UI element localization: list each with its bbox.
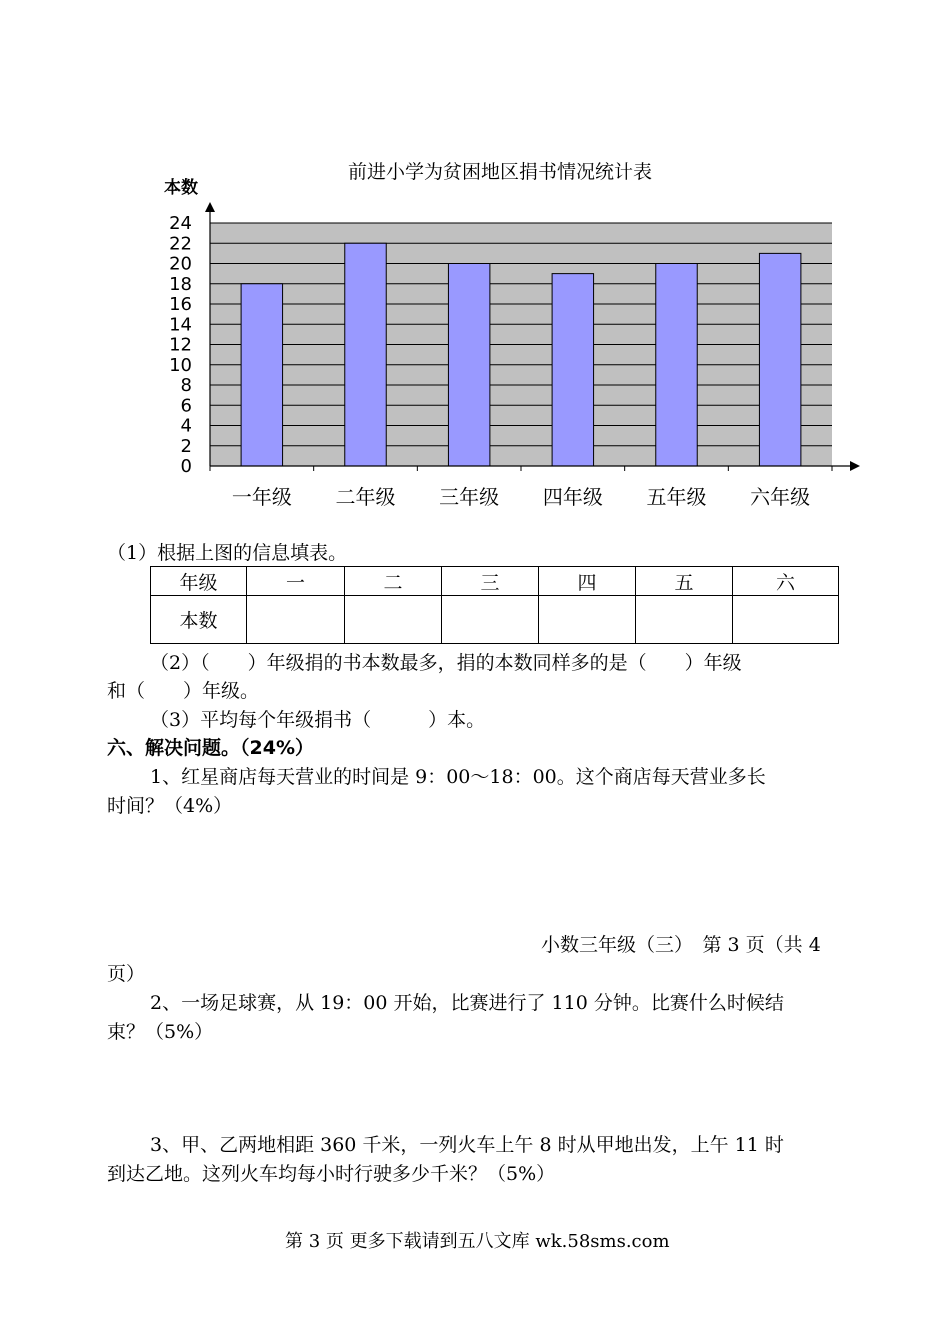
question-3: （3）平均每个年级捐书（ ）本。 — [150, 709, 486, 731]
problem-3-line1: 3、甲、乙两地相距 360 千米，一列火车上午 8 时从甲地出发，上午 11 时 — [150, 1134, 784, 1156]
x-tick-label: 六年级 — [750, 485, 811, 509]
y-tick-label: 20 — [169, 253, 192, 275]
y-tick-label: 12 — [169, 334, 192, 356]
problem-1-line1: 1、红星商店每天营业的时间是 9：00～18：00。这个商店每天营业多长 — [150, 766, 766, 788]
problem-2-line1: 2、一场足球赛，从 19：00 开始，比赛进行了 110 分钟。比赛什么时候结 — [150, 992, 784, 1014]
page-info-line2: 页） — [107, 963, 146, 985]
x-axis-arrow-icon — [850, 461, 860, 471]
bar — [656, 264, 697, 467]
y-tick-label: 14 — [169, 314, 192, 336]
table-cell-blank[interactable] — [345, 596, 442, 644]
y-tick-label: 18 — [169, 273, 192, 295]
bar — [552, 274, 593, 466]
y-tick-label: 2 — [180, 435, 192, 457]
bar — [345, 243, 386, 466]
y-tick-label: 8 — [180, 375, 192, 396]
x-tick-label: 一年级 — [231, 485, 292, 509]
section-6-heading: 六、解决问题。（24%） — [107, 737, 314, 759]
table-cell-blank[interactable] — [733, 596, 839, 644]
table-col-1: 一 — [247, 567, 345, 596]
bar — [241, 284, 282, 466]
table-cell-blank[interactable] — [247, 596, 345, 644]
table-cell-blank[interactable] — [442, 596, 539, 644]
table-col-2: 二 — [345, 567, 442, 596]
y-axis-arrow-icon — [205, 202, 215, 212]
table-row-label-count: 本数 — [151, 596, 247, 644]
question-2-line1: （2）（ ）年级捐的书本数最多，捐的本数同样多的是（ ）年级 — [150, 652, 742, 674]
plot-area — [169, 202, 860, 509]
x-tick-label: 三年级 — [439, 485, 500, 509]
x-tick-label: 四年级 — [542, 485, 603, 509]
y-tick-label: 10 — [169, 354, 192, 376]
table-cell-blank[interactable] — [636, 596, 733, 644]
bar — [448, 264, 489, 467]
y-tick-label: 4 — [180, 415, 192, 437]
y-tick-label: 6 — [180, 395, 192, 417]
y-tick-label: 0 — [180, 456, 192, 477]
table-col-3: 三 — [442, 567, 539, 596]
problem-1-line2: 时间？（4%） — [107, 795, 233, 817]
y-tick-label: 22 — [169, 233, 192, 255]
fill-in-table — [150, 566, 839, 644]
table-col-5: 五 — [636, 567, 733, 596]
table-col-4: 四 — [539, 567, 636, 596]
y-axis-label: 本数 — [164, 178, 198, 198]
x-tick-label: 二年级 — [335, 485, 396, 509]
page-footer: 第 3 页 更多下载请到五八文库 wk.58sms.com — [285, 1231, 670, 1252]
bar — [759, 253, 800, 466]
page-info-line1: 小数三年级（三） 第 3 页（共 4 — [541, 934, 821, 956]
x-tick-label: 五年级 — [646, 485, 707, 509]
bar-chart — [150, 150, 870, 520]
question-1-label: （1）根据上图的信息填表。 — [107, 542, 348, 564]
y-tick-label: 16 — [169, 294, 192, 315]
problem-3-line2: 到达乙地。这列火车均每小时行驶多少千米？（5%） — [107, 1163, 556, 1185]
question-2-line2: 和（ ）年级。 — [107, 680, 260, 702]
table-col-6: 六 — [733, 567, 839, 596]
chart-title: 前进小学为贫困地区捐书情况统计表 — [347, 161, 653, 183]
problem-2-line2: 束？（5%） — [107, 1021, 214, 1043]
table-header-grade: 年级 — [151, 567, 247, 596]
table-cell-blank[interactable] — [539, 596, 636, 644]
y-tick-label: 24 — [169, 213, 192, 234]
